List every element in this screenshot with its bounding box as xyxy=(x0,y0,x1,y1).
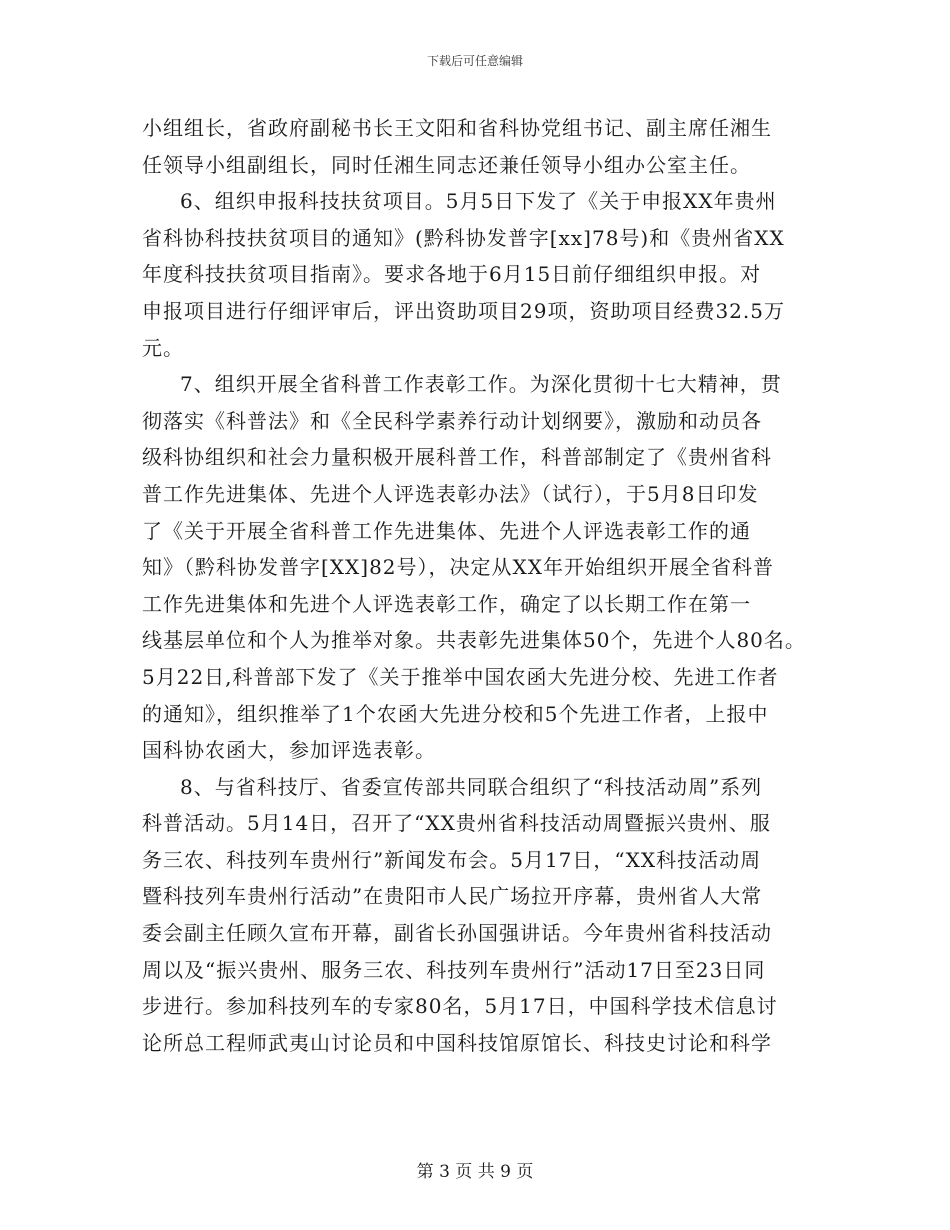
text-line: 工作先进集体和先进个人评选表彰工作，确定了以长期工作在第一 xyxy=(142,591,751,616)
text-line: 彻落实《科普法》和《全民科学素养行动计划纲要》，激励和动员各 xyxy=(142,408,762,433)
text-line: 的通知》，组织推举了1个农函大先进分校和5个先进工作者，上报中 xyxy=(142,701,769,726)
text-line: 7、组织开展全省科普工作表彰工作。为深化贯彻十七大精神，贯 xyxy=(180,372,782,397)
page-number-footer: 第 3 页 共 9 页 xyxy=(416,1162,534,1182)
page-header: 下载后可任意编辑 xyxy=(426,54,523,68)
text-line: 线基层单位和个人为推举对象。共表彰先进集体50个，先进个人80名。 xyxy=(142,628,806,653)
text-line: 申报项目进行仔细评审后，评出资助项目29项，资助项目经费32.5万 xyxy=(142,298,785,323)
text-line: 年度科技扶贫项目指南》。要求各地于6月15日前仔细组织申报。对 xyxy=(142,262,762,287)
text-line: 步进行。参加科技列车的专家80名，5月17日，中国科学技术信息讨 xyxy=(142,994,778,1019)
text-line: 8、与省科技厅、省委宣传部共同联合组织了“科技活动周”系列 xyxy=(180,774,763,799)
text-line: 级科协组织和社会力量积极开展科普工作，科普部制定了《贵州省科 xyxy=(142,445,772,470)
text-line: 小组组长，省政府副秘书长王文阳和省科协党组书记、副主席任湘生 xyxy=(142,116,772,140)
text-line: 省科协科技扶贫项目的通知》(黔科协发普字[xx]78号)和《贵州省XX xyxy=(142,225,785,250)
text-line: 科普活动。5月14日，召开了“XX贵州省科技活动周暨振兴贵州、服 xyxy=(142,811,771,836)
text-line: 论所总工程师武夷山讨论员和中国科技馆原馆长、科技史讨论和科学 xyxy=(142,1030,772,1055)
text-line: 务三农、科技列车贵州行”新闻发布会。5月17日，“XX科技活动周 xyxy=(142,847,762,872)
text-line: 委会副主任顾久宣布开幕，副省长孙国强讲话。今年贵州省科技活动 xyxy=(142,921,772,946)
text-line: 元。 xyxy=(142,335,184,360)
text-line: 了《关于开展全省科普工作先进集体、先进个人评选表彰工作的通 xyxy=(142,518,751,543)
text-line: 5月22日,科普部下发了《关于推举中国农函大先进分校、先进工作者 xyxy=(142,664,779,689)
text-line: 周以及“振兴贵州、服务三农、科技列车贵州行”活动17日至23日同 xyxy=(142,957,766,982)
text-line: 6、组织申报科技扶贫项目。5月5日下发了《关于申报XX年贵州 xyxy=(180,189,777,214)
document-body xyxy=(142,110,810,1061)
text-line: 任领导小组副组长，同时任湘生同志还兼任领导小组办公室主任。 xyxy=(142,152,751,177)
text-line: 国科协农函大，参加评选表彰。 xyxy=(142,738,436,763)
text-line: 普工作先进集体、先进个人评选表彰办法》（试行），于5月8日印发 xyxy=(142,481,759,506)
text-line: 暨科技列车贵州行活动”在贵阳市人民广场拉开序幕，贵州省人大常 xyxy=(142,884,763,909)
text-line: 知》（黔科协发普字[XX]82号），决定从XX年开始组织开展全省科普 xyxy=(142,555,775,580)
